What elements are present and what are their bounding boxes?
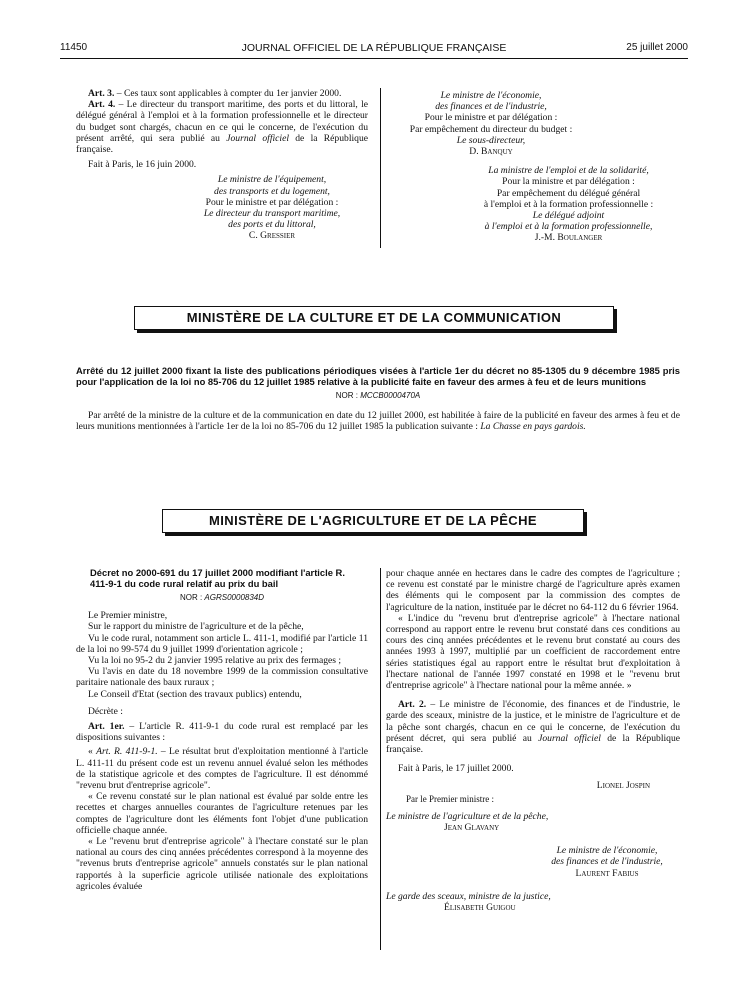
sig-line: Le délégué adjoint bbox=[532, 210, 605, 222]
fait-a-paris: Fait à Paris, le 17 juillet 2000. bbox=[398, 763, 514, 775]
preamble-line: Vu le code rural, notamment son article L. 411-1, modifié par l'article 11 de la loi no 99-574 du 9 juillet 1999 d'orientation agricole ; bbox=[76, 632, 368, 655]
article-4-text: – Le directeur du transport maritime, des ports et du littoral, le délégué général à l'emploi et à la formation professionnelle et le directeur du budget sont chargés, chacun en ce qui le concerne, de l'exécution du présent arrêté, qui sera publié au bbox=[76, 99, 369, 144]
decrete: Décrète : bbox=[88, 705, 123, 717]
arrete-body bbox=[76, 410, 680, 432]
agriculture-right-column bbox=[386, 568, 680, 913]
sig-line: Par le Premier ministre : bbox=[406, 793, 494, 804]
article-4 bbox=[76, 99, 368, 155]
quote-paragraph-2: « Ce revenu constaté sur le plan national est évalué par solde entre les recettes et charges annuelles courantes de l'agriculture retenues par les comptes de l'agriculture dont les éléments font l'objet d'une publication officielle chaque année. bbox=[76, 791, 368, 836]
journal-officiel-ref: Journal officiel bbox=[538, 732, 601, 744]
sig-line: des transports et du logement, bbox=[214, 185, 330, 197]
signatory-name: Laurent Fabius bbox=[575, 867, 639, 879]
sig-line: Le directeur du transport maritime, bbox=[203, 208, 341, 220]
signature-block-economie bbox=[532, 845, 682, 879]
ministry-culture-heading: MINISTÈRE DE LA CULTURE ET DE LA COMMUNICATION bbox=[134, 306, 614, 330]
nor-reference bbox=[76, 593, 368, 602]
top-right-column bbox=[386, 90, 678, 244]
sig-line: Le garde des sceaux, ministre de la justice, bbox=[386, 890, 551, 902]
preamble-line: Sur le rapport du ministre de l'agriculture et de la pêche, bbox=[88, 621, 304, 633]
article-1 bbox=[76, 721, 368, 743]
signatory-name: J.-M. Boulanger bbox=[534, 232, 603, 244]
article-1-label: Art. 1er. bbox=[88, 721, 125, 733]
sig-line: des ports et du littoral, bbox=[228, 219, 316, 231]
nor-reference bbox=[76, 391, 680, 400]
sig-line: Pour le ministre et par délégation : bbox=[205, 196, 339, 208]
article-4-text-end: de la République française. bbox=[76, 132, 368, 156]
sig-line: Pour la ministre et par délégation : bbox=[502, 176, 635, 188]
publication-name: La Chasse en pays gardois. bbox=[480, 421, 586, 433]
journal-officiel-ref: Journal officiel bbox=[226, 132, 289, 144]
sig-line: La ministre de l'emploi et de la solidarité, bbox=[488, 165, 649, 177]
column-divider bbox=[380, 88, 381, 248]
arrete-body-text: Par arrêté de la ministre de la culture et de la communication en date du 12 juillet 2000, est habilitée à faire de la publicité en faveur des armes à feu et de leurs munitions mentionnées à l'article 1er de la loi no 85-706 du 12 juillet 1985 la publication suivante : bbox=[76, 410, 680, 433]
preamble-line: Le Premier ministre, bbox=[88, 610, 168, 622]
signature-block-economie bbox=[386, 90, 596, 157]
header-rule bbox=[60, 58, 688, 59]
sig-line: à l'emploi et à la formation professionnelle : bbox=[483, 198, 654, 210]
article-3-label: Art. 3. bbox=[88, 88, 115, 99]
sig-line: des finances et de l'industrie, bbox=[551, 856, 663, 868]
signatory-name: Lionel Jospin bbox=[596, 780, 650, 792]
nor-label: NOR : bbox=[179, 593, 205, 603]
sig-line: Le ministre de l'économie, bbox=[556, 845, 658, 857]
sig-line: des finances et de l'industrie, bbox=[435, 101, 547, 113]
signature-block-equipement bbox=[176, 174, 368, 241]
article-2 bbox=[386, 699, 680, 755]
nor-code: AGRS0000834D bbox=[204, 593, 265, 603]
article-2-text: – Le ministre de l'économie, des finances et de l'industrie, le garde des sceaux, ministre de la justice, et le ministre de l'agriculture et de la pêche sont chargés, chacun en ce qui le concerne, de l'exécution du présent décret, qui sera publié au bbox=[386, 699, 680, 744]
sig-line: Le sous-directeur, bbox=[456, 134, 526, 146]
journal-title: JOURNAL OFFICIEL DE LA RÉPUBLIQUE FRANÇAISE bbox=[241, 42, 507, 54]
preamble-line: Vu l'avis en date du 18 novembre 1999 de la commission consultative paritaire nationale des baux ruraux ; bbox=[76, 666, 368, 689]
sig-line: Le ministre de l'économie, bbox=[440, 90, 542, 101]
nor-code: MCCB0000470A bbox=[360, 391, 421, 401]
column-divider bbox=[380, 568, 381, 950]
article-3-text: – Ces taux sont applicables à compter du 1er janvier 2000. bbox=[114, 88, 342, 99]
decret-preamble bbox=[76, 610, 368, 700]
ministry-agriculture-heading: MINISTÈRE DE L'AGRICULTURE ET DE LA PÊCHE bbox=[162, 509, 584, 533]
preamble-line: Vu la loi no 95-2 du 2 janvier 1995 relative au prix des fermages ; bbox=[88, 655, 342, 666]
nor-label: NOR : bbox=[335, 391, 361, 401]
article-2-label: Art. 2. bbox=[398, 699, 427, 711]
sig-line: Par empêchement du délégué général bbox=[496, 187, 641, 199]
decret-title: Décret no 2000-691 du 17 juillet 2000 modifiant l'article R. 411-9-1 du code rural relatif au prix du bail bbox=[90, 567, 345, 589]
sig-line: Par empêchement du directeur du budget : bbox=[409, 123, 573, 135]
signature-block-emploi bbox=[456, 165, 681, 243]
article-4-label: Art. 4. bbox=[88, 99, 116, 111]
signatory-name: D. Banquy bbox=[469, 146, 513, 158]
signatory-name: Jean Glavany bbox=[444, 822, 500, 834]
fait-a-paris: Fait à Paris, le 16 juin 2000. bbox=[88, 159, 197, 171]
sig-line: Le ministre de l'équipement, bbox=[217, 174, 327, 186]
culture-arrete bbox=[76, 366, 680, 433]
article-2-text-end: de la République française. bbox=[386, 732, 681, 756]
quote-paragraph-1 bbox=[76, 746, 368, 791]
quote-paragraph-3: « Le "revenu brut d'entreprise agricole" à l'hectare constaté sur le plan national au cours des cinq années précédentes correspond à la moyenne des "revenus bruts d'entreprise agricole" annuels constatés sur le plan national rapportés à la superficie agricole utilisée nationale des exploitations agricoles évaluée bbox=[76, 836, 368, 892]
page-number: 11450 bbox=[60, 42, 88, 53]
issue-date: 25 juillet 2000 bbox=[626, 42, 688, 53]
arrete-title: Arrêté du 12 juillet 2000 fixant la liste des publications périodiques visées à l'article 1er du décret no 85-1305 du 9 décembre 1985 pris pour l'application de la loi no 85-706 du 12 juillet 1985 relative à la publicité faite en faveur des armes à feu et de leurs munitions bbox=[76, 365, 680, 387]
sig-line: Le ministre de l'agriculture et de la pêche, bbox=[386, 810, 549, 822]
page-header bbox=[60, 42, 688, 56]
signatory-name: Élisabeth Guigou bbox=[444, 902, 516, 914]
sig-line: Pour le ministre et par délégation : bbox=[424, 112, 558, 124]
top-left-column bbox=[76, 88, 368, 242]
article-1-text: – L'article R. 411-9-1 du code rural est remplacé par les dispositions suivantes : bbox=[76, 721, 368, 744]
preamble-line: Le Conseil d'Etat (section des travaux publics) entendu, bbox=[88, 688, 302, 700]
article-3 bbox=[76, 88, 368, 99]
sig-line: à l'emploi et à la formation professionnelle, bbox=[484, 221, 653, 233]
decret-title-block bbox=[76, 568, 368, 589]
signatory-name: C. Gressier bbox=[248, 230, 296, 242]
quote-text: – Le résultat brut d'exploitation mentionné à l'article L. 411-11 du présent code est un revenu annuel évalué selon les méthodes de la statistique agricole et des comptes de l'agriculture. Il est dénommé "revenu brut d'entreprise agricole". bbox=[76, 746, 368, 792]
article-ref: Art. R. 411-9-1. bbox=[96, 746, 158, 758]
quote-continuation: pour chaque année en hectares dans le cadre des comptes de l'agriculture ; ce revenu est constaté par le ministre chargé de l'agriculture après examen des éléments qui le composent par la commission des comptes de l'agriculture de la nation, instituée par le décret no 64-112 du 6 février 1964. bbox=[386, 568, 680, 613]
quote-mark: « bbox=[88, 746, 97, 758]
quote-paragraph-4: « L'indice du "revenu brut d'entreprise agricole" à l'hectare national correspond au rapport entre le revenu brut constaté dans ces conditions au cours des cinq années précédentes et le revenu brut constaté au cours des années 1993 à 1997, multiplié par un coefficient de raccordement entre séries statistiques égal au rapport entre le résultat brut d'exploitation à l'hectare national de l'année 1997 constaté en 1998 et le "revenu brut d'entreprise agricole" à l'hectare national pour la même année. » bbox=[386, 612, 680, 692]
agriculture-left-column bbox=[76, 568, 368, 892]
